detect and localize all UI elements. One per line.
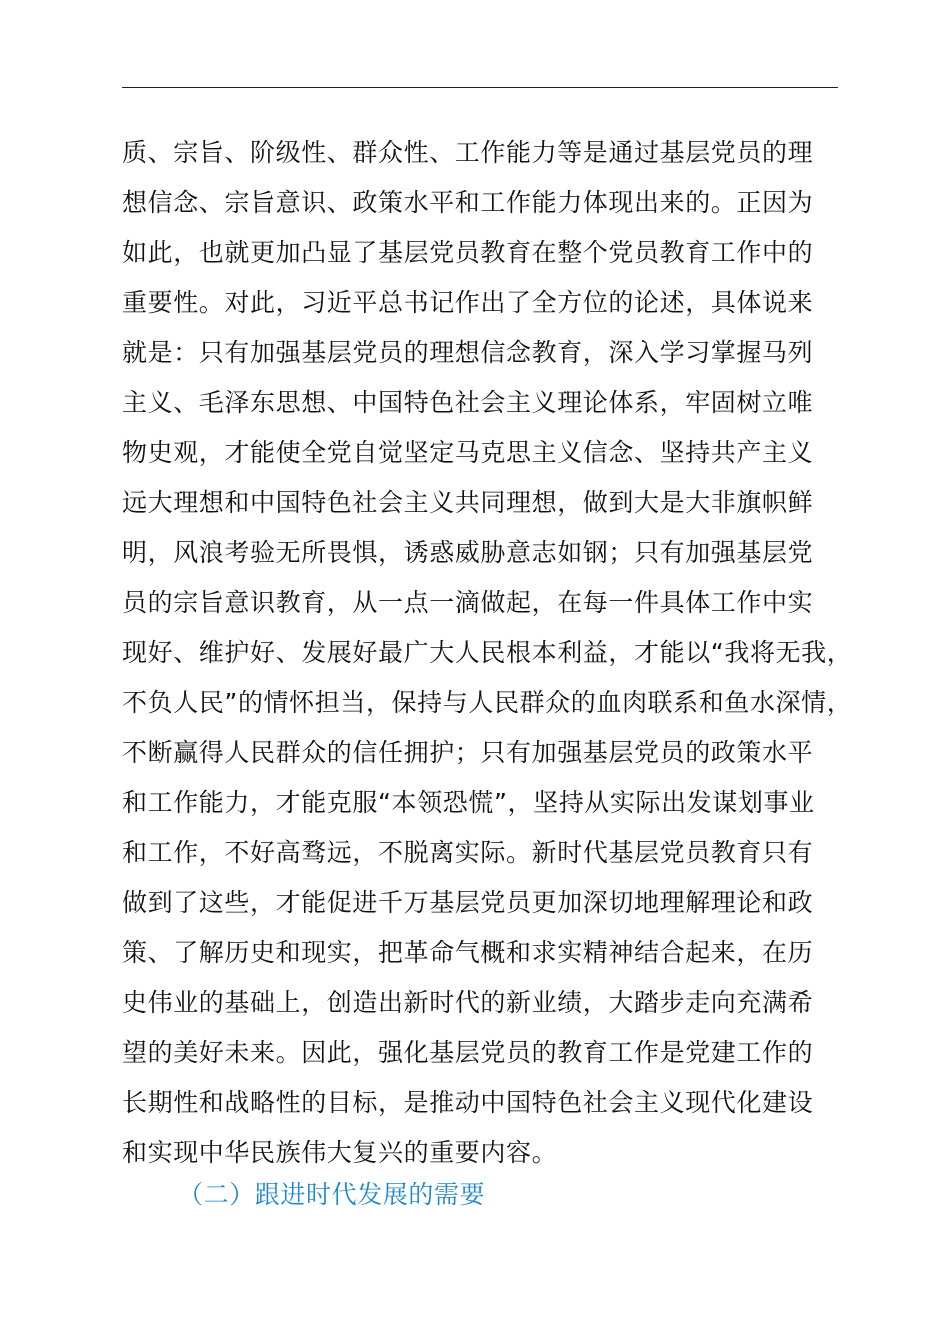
text-line-1: 质、宗旨、阶级性、群众性、工作能力等是通过基层党员的理 — [122, 138, 814, 167]
text-line-16: 做到了这些，才能促进千万基层党员更加深切地理解理论和政 — [122, 888, 814, 917]
text-line-19: 望的美好未来。因此，强化基层党员的教育工作是党建工作的 — [122, 1038, 814, 1067]
body-paragraph — [122, 128, 862, 1178]
text-line-13: 不断赢得人民群众的信任拥护；只有加强基层党员的政策水平 — [122, 738, 814, 767]
text-line-18: 史伟业的基础上，创造出新时代的新业绩，大踏步走向充满希 — [122, 988, 814, 1017]
text-line-12: 不负人民”的情怀担当，保持与人民群众的血肉联系和鱼水深情， — [122, 688, 853, 717]
text-line-17: 策、了解历史和现实，把革命气概和求实精神结合起来，在历 — [122, 938, 814, 967]
text-line-4: 重要性。对此，习近平总书记作出了全方位的论述，具体说来 — [122, 288, 814, 317]
text-line-6: 主义、毛泽东思想、中国特色社会主义理论体系，牢固树立唯 — [122, 388, 814, 417]
text-line-11: 现好、维护好、发展好最广大人民根本利益，才能以“我将无我， — [122, 638, 853, 667]
text-line-7: 物史观，才能使全党自觉坚定马克思主义信念、坚持共产主义 — [122, 438, 814, 467]
text-line-9: 明，风浪考验无所畏惧，诱惑威胁意志如钢；只有加强基层党 — [122, 538, 814, 567]
text-line-3: 如此，也就更加凸显了基层党员教育在整个党员教育工作中的 — [122, 238, 814, 267]
text-line-10: 员的宗旨意识教育，从一点一滴做起，在每一件具体工作中实 — [122, 588, 814, 617]
text-line-8: 远大理想和中国特色社会主义共同理想，做到大是大非旗帜鲜 — [122, 488, 814, 517]
section-heading: （二）跟进时代发展的需要 — [178, 1180, 486, 1209]
header-rule — [122, 87, 838, 88]
text-line-14: 和工作能力，才能克服“本领恐慌”，坚持从实际出发谋划事业 — [122, 788, 815, 817]
text-line-5: 就是：只有加强基层党员的理想信念教育，深入学习掌握马列 — [122, 338, 814, 367]
text-line-2: 想信念、宗旨意识、政策水平和工作能力体现出来的。正因为 — [122, 188, 814, 217]
text-line-21: 和实现中华民族伟大复兴的重要内容。 — [122, 1138, 558, 1167]
text-line-15: 和工作，不好高骛远，不脱离实际。新时代基层党员教育只有 — [122, 838, 814, 867]
text-line-20: 长期性和战略性的目标，是推动中国特色社会主义现代化建设 — [122, 1088, 814, 1117]
